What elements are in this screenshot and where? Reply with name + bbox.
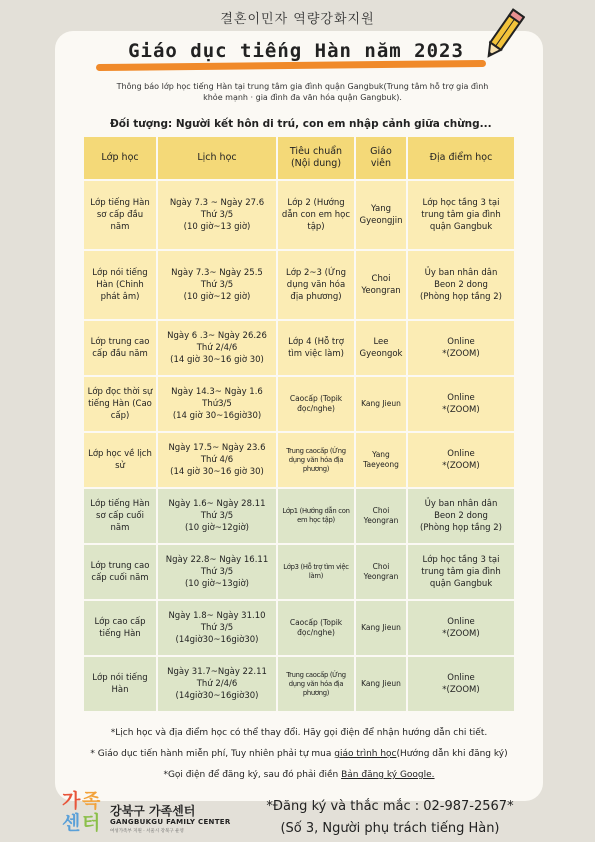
textbook-link: giáo trình học xyxy=(334,749,397,759)
location-cell xyxy=(407,180,515,250)
col-header-class: Lớp học xyxy=(83,136,157,180)
schedule-days: Thứ3/5 xyxy=(202,399,232,409)
teacher-cell: Choi Yeongran xyxy=(355,250,407,320)
pencil-icon xyxy=(483,5,525,65)
location-cell xyxy=(407,320,515,376)
location-line: Ủy ban nhân dân xyxy=(424,268,498,278)
standard-cell: Trung caocấp (Ứng dụng văn hóa địa phương) xyxy=(277,656,355,712)
schedule-dates: Ngày 31.7~Ngày 22.11 xyxy=(167,667,267,677)
svg-text:센: 센 xyxy=(62,812,81,832)
schedule-hours: (10 giờ~12giờ) xyxy=(184,523,249,533)
table-row xyxy=(83,250,515,320)
note-free-tuition: * Giáo dục tiến hành miễn phí, Tuy nhiên phải tự mua giáo trình học(Hướng dẫn khi đăng ký) xyxy=(90,749,508,759)
table-row xyxy=(83,600,515,656)
location-line: Online xyxy=(447,393,475,403)
schedule-hours: (14 giờ 30~16 giờ 30) xyxy=(170,467,264,477)
standard-cell: Caocấp (Topik đọc/nghe) xyxy=(277,600,355,656)
note-schedule-change: *Lịch học và địa điểm học có thể thay đổi. Hãy gọi điện để nhận hướng dẫn chi tiết. xyxy=(110,728,488,738)
table-row xyxy=(83,180,515,250)
schedule-dates: Ngày 1.6~ Ngày 28.11 xyxy=(168,499,266,509)
schedule-dates: Ngày 14.3~ Ngày 1.6 xyxy=(171,387,263,397)
col-header-location: Địa điểm học xyxy=(407,136,515,180)
center-subtitle: 여성가족부 지원 · 서울시 강북구 운영 xyxy=(110,829,184,834)
class-cell: Lớp nói tiếng Hàn xyxy=(83,656,157,712)
table-header-row xyxy=(83,136,515,180)
schedule-hours: (14 giờ 30~16 giờ 30) xyxy=(170,355,264,365)
schedule-hours: (10 giờ~12 giờ) xyxy=(183,292,251,302)
location-line: Online xyxy=(447,337,475,347)
location-line: *(ZOOM) xyxy=(442,629,480,639)
location-line: Lớp học tầng 3 tại xyxy=(422,198,500,208)
schedule-dates: Ngày 6 .3~ Ngày 26.26 xyxy=(167,331,267,341)
schedule-days: Thứ 3/5 xyxy=(200,511,234,521)
class-cell: Lớp tiếng Hàn sơ cấp đầu năm xyxy=(83,180,157,250)
location-line: Lớp học tầng 3 tại xyxy=(422,555,500,565)
location-line: Online xyxy=(447,673,475,683)
family-center-logo-icon xyxy=(60,786,105,832)
center-name-korean: 강북구 가족센터 xyxy=(110,804,196,818)
standard-cell: Lớp3 (Hỗ trợ tìm việc làm) xyxy=(277,544,355,600)
schedule-hours: (14 giờ 30~16giờ30) xyxy=(172,411,262,421)
schedule-hours: (10 giờ~13 giờ) xyxy=(183,222,251,232)
target-audience: Đối tượng: Người kết hôn di trú, con em nhập cảnh giữa chừng... xyxy=(110,118,492,130)
table-row xyxy=(83,376,515,432)
teacher-cell: Yang Gyeongjin xyxy=(355,180,407,250)
location-cell xyxy=(407,432,515,488)
schedule-table xyxy=(82,135,516,713)
standard-cell: Lớp 2 (Hướng dẫn con em học tập) xyxy=(277,180,355,250)
location-line: quận Gangbuk xyxy=(429,579,493,589)
location-line: Online xyxy=(447,449,475,459)
google-form-link[interactable]: Bản đăng ký Google. xyxy=(341,770,435,780)
schedule-days: Thứ 4/6 xyxy=(200,455,234,465)
location-line: trung tâm gia đình xyxy=(421,567,501,577)
location-cell xyxy=(407,376,515,432)
location-cell xyxy=(407,250,515,320)
location-line: (Phòng họp tầng 2) xyxy=(420,523,502,533)
standard-cell: Lớp1 (Hướng dẫn con em học tập) xyxy=(277,488,355,544)
schedule-days: Thứ 3/5 xyxy=(200,567,234,577)
class-cell: Lớp nói tiếng Hàn (Chinh phát âm) xyxy=(83,250,157,320)
table-row xyxy=(83,320,515,376)
teacher-cell: Kang Jieun xyxy=(355,656,407,712)
contact-person: (Số 3, Người phụ trách tiếng Hàn) xyxy=(280,821,500,836)
schedule-days: Thứ 3/5 xyxy=(200,280,234,290)
col-header-teacher: Giáo viên xyxy=(355,136,407,180)
schedule-dates: Ngày 7.3~ Ngày 25.5 xyxy=(171,268,263,278)
schedule-cell xyxy=(157,544,277,600)
table-row xyxy=(83,488,515,544)
schedule-cell xyxy=(157,376,277,432)
teacher-cell: Yang Taeyeong xyxy=(355,432,407,488)
location-line: Beon 2 dong xyxy=(434,280,488,290)
schedule-cell xyxy=(157,432,277,488)
class-cell: Lớp trung cao cấp đầu năm xyxy=(83,320,157,376)
location-cell xyxy=(407,544,515,600)
notes-block xyxy=(55,723,543,786)
standard-cell: Caocấp (Topik đọc/nghe) xyxy=(277,376,355,432)
schedule-dates: Ngày 22.8~ Ngày 16.11 xyxy=(165,555,269,565)
class-cell: Lớp đọc thời sự tiếng Hàn (Cao cấp) xyxy=(83,376,157,432)
schedule-days: Thứ 2/4/6 xyxy=(196,343,238,353)
table-row xyxy=(83,432,515,488)
contact-block xyxy=(240,796,540,840)
center-name-english: GANGBUKGU FAMILY CENTER xyxy=(110,818,231,826)
class-cell: Lớp học về lịch sử xyxy=(83,432,157,488)
schedule-cell xyxy=(157,656,277,712)
schedule-dates: Ngày 7.3 ~ Ngày 27.6 xyxy=(169,198,265,208)
standard-cell: Lớp 4 (Hỗ trợ tìm việc làm) xyxy=(277,320,355,376)
svg-text:터: 터 xyxy=(82,812,101,832)
schedule-hours: (14giờ30~16giờ30) xyxy=(175,635,259,645)
location-line: quận Gangbuk xyxy=(429,222,493,232)
location-line: (Phòng họp tầng 2) xyxy=(420,292,502,302)
schedule-days: Thứ 2/4/6 xyxy=(196,679,238,689)
schedule-cell xyxy=(157,600,277,656)
col-header-schedule: Lịch học xyxy=(157,136,277,180)
schedule-cell xyxy=(157,320,277,376)
svg-text:족: 족 xyxy=(82,790,101,812)
page-title: Giáo dục tiếng Hàn năm 2023 xyxy=(128,40,464,62)
schedule-hours: (10 giờ~13giờ) xyxy=(184,579,249,589)
schedule-dates: Ngày 17.5~ Ngày 23.6 xyxy=(168,443,266,453)
location-line: Online xyxy=(447,617,475,627)
schedule-hours: (14giờ30~16giờ30) xyxy=(175,691,259,701)
standard-cell: Lớp 2~3 (Ứng dụng văn hóa địa phương) xyxy=(277,250,355,320)
schedule-days: Thứ 3/5 xyxy=(200,623,234,633)
teacher-cell: Lee Gyeongok xyxy=(355,320,407,376)
col-header-standard: Tiêu chuẩn (Nội dung) xyxy=(277,136,355,180)
schedule-cell xyxy=(157,180,277,250)
class-cell: Lớp trung cao cấp cuối năm xyxy=(83,544,157,600)
class-cell: Lớp cao cấp tiếng Hàn xyxy=(83,600,157,656)
teacher-cell: Choi Yeongran xyxy=(355,544,407,600)
location-line: *(ZOOM) xyxy=(442,405,480,415)
schedule-cell xyxy=(157,250,277,320)
standard-cell: Trung caocấp (Ứng dụng văn hóa địa phương) xyxy=(277,432,355,488)
location-line: trung tâm gia đình xyxy=(421,210,501,220)
location-line: *(ZOOM) xyxy=(442,685,480,695)
location-line: Beon 2 dong xyxy=(434,511,488,521)
teacher-cell: Kang Jieun xyxy=(355,600,407,656)
intro-text: Thông báo lớp học tiếng Hàn tại trung tâm gia đình quận Gangbuk(Trung tâm hỗ trợ gia đình khỏe mạnh · gia đình đa văn hóa quận Gangbuk). xyxy=(116,82,489,102)
schedule-dates: Ngày 1.8~ Ngày 31.10 xyxy=(168,611,266,621)
teacher-cell: Kang Jieun xyxy=(355,376,407,432)
location-line: *(ZOOM) xyxy=(442,461,480,471)
teacher-cell: Choi Yeongran xyxy=(355,488,407,544)
table-row xyxy=(83,656,515,712)
note-registration: *Gọi điện để đăng ký, sau đó phải điền Bản đăng ký Google. xyxy=(163,770,435,780)
org-label: 결혼이민자 역량강화지원 xyxy=(220,12,375,27)
location-line: Ủy ban nhân dân xyxy=(424,499,498,509)
title-block xyxy=(96,38,496,74)
schedule-cell xyxy=(157,488,277,544)
location-cell xyxy=(407,600,515,656)
contact-phone[interactable]: *Đăng ký và thắc mắc : 02-987-2567* xyxy=(266,799,514,814)
location-cell xyxy=(407,656,515,712)
svg-text:가: 가 xyxy=(62,790,81,812)
schedule-days: Thứ 3/5 xyxy=(200,210,234,220)
location-line: *(ZOOM) xyxy=(442,349,480,359)
location-cell xyxy=(407,488,515,544)
table-row xyxy=(83,544,515,600)
class-cell: Lớp tiếng Hàn sơ cấp cuối năm xyxy=(83,488,157,544)
